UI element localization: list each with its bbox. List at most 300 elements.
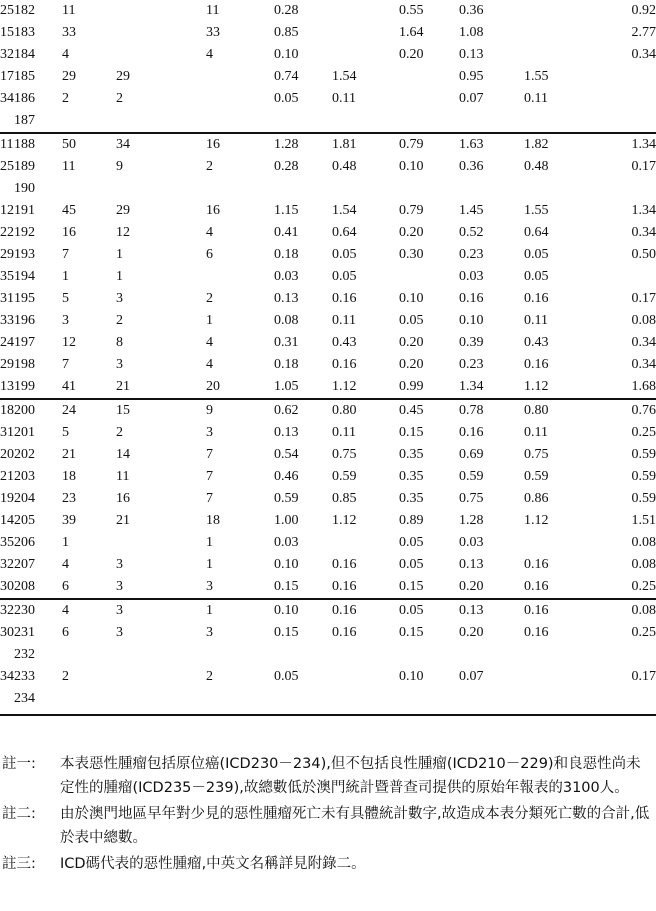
cell-adj-rate-male: 0.16 bbox=[524, 579, 549, 594]
cell-adj-rate-male bbox=[524, 44, 594, 66]
cell-adj-rate-total: 1.08 bbox=[459, 25, 484, 40]
table-row bbox=[0, 200, 656, 222]
cell-rate-male: 0.16 bbox=[332, 557, 357, 572]
cell-icd-code: 191 bbox=[14, 203, 35, 218]
cell-rank: 31 bbox=[0, 291, 14, 306]
cell-adj-rate-total: 0.95 bbox=[459, 69, 484, 84]
table-row bbox=[0, 622, 656, 644]
cell-deaths-total: 41 bbox=[62, 379, 76, 394]
cell-rate-male: 1.54 bbox=[332, 69, 357, 84]
cell-deaths-male: 14 bbox=[116, 447, 130, 462]
cell-adj-rate-female: 0.59 bbox=[631, 447, 656, 462]
table-row bbox=[0, 88, 656, 110]
cell-icd-code: 204 bbox=[14, 491, 35, 506]
cell-icd-code: 233 bbox=[14, 669, 35, 684]
cell-deaths-female bbox=[206, 110, 274, 133]
cell-rank: 34 bbox=[0, 669, 14, 684]
cell-adj-rate-female: 0.59 bbox=[631, 491, 656, 506]
table-row bbox=[0, 222, 656, 244]
cell-deaths-total: 2 bbox=[62, 669, 69, 684]
cell-rate-male bbox=[332, 532, 399, 554]
table-bottom-rule bbox=[0, 714, 656, 716]
cell-deaths-total: 5 bbox=[62, 425, 69, 440]
cell-rate-male bbox=[332, 0, 399, 22]
table-row bbox=[0, 488, 656, 510]
cell-adj-rate-female: 1.68 bbox=[631, 379, 656, 394]
cell-adj-rate-female: 1.51 bbox=[631, 513, 656, 528]
table-row bbox=[0, 666, 656, 688]
cell-deaths-male bbox=[116, 44, 206, 66]
cell-rate-male: 1.81 bbox=[332, 133, 399, 156]
cell-rate-male: 0.11 bbox=[332, 313, 356, 328]
cell-deaths-male: 2 bbox=[116, 91, 123, 106]
cell-deaths-female: 33 bbox=[206, 25, 220, 40]
cell-deaths-total bbox=[62, 644, 116, 666]
footnote-3-label: 註三: bbox=[2, 856, 36, 872]
cell-deaths-male: 21 bbox=[116, 513, 130, 528]
cell-rank: 25 bbox=[0, 159, 14, 174]
cell-deaths-total: 4 bbox=[62, 557, 69, 572]
cell-rank: 35 bbox=[0, 535, 14, 550]
cell-rate-female bbox=[399, 644, 459, 666]
cell-rate-male: 0.43 bbox=[332, 335, 357, 350]
cell-deaths-male: 3 bbox=[116, 579, 123, 594]
cell-deaths-total: 21 bbox=[62, 447, 76, 462]
cell-adj-rate-female: 0.34 bbox=[631, 357, 656, 372]
cell-deaths-male: 16 bbox=[116, 491, 130, 506]
cell-rank: 22 bbox=[0, 225, 14, 240]
cell-deaths-total: 3 bbox=[62, 313, 69, 328]
cell-rate-total: 0.54 bbox=[274, 447, 299, 462]
cell-deaths-female: 1 bbox=[206, 557, 213, 572]
cell-rate-total: 0.10 bbox=[274, 47, 299, 62]
cell-icd-code: 185 bbox=[14, 69, 35, 84]
cell-deaths-female bbox=[206, 644, 274, 666]
cell-rate-total: 0.13 bbox=[274, 291, 299, 306]
table-row bbox=[0, 576, 656, 599]
cell-rank: 12 bbox=[0, 203, 14, 218]
cell-deaths-female: 7 bbox=[206, 491, 213, 506]
cell-rate-female bbox=[399, 88, 459, 110]
cell-icd-code: 194 bbox=[14, 269, 35, 284]
cell-adj-rate-female: 0.59 bbox=[631, 469, 656, 484]
cell-deaths-male bbox=[116, 22, 206, 44]
footnote-1 bbox=[2, 752, 652, 800]
cell-icd-code: 187 bbox=[14, 113, 35, 128]
cell-adj-rate-male: 0.16 bbox=[524, 357, 549, 372]
cell-adj-rate-total: 0.16 bbox=[459, 425, 484, 440]
cell-rate-female: 0.10 bbox=[399, 669, 424, 684]
cell-adj-rate-female: 0.34 bbox=[631, 225, 656, 240]
cell-rank: 13 bbox=[0, 379, 14, 394]
cell-adj-rate-female: 0.08 bbox=[631, 313, 656, 328]
cell-rate-total: 0.28 bbox=[274, 3, 299, 18]
cell-deaths-total: 6 bbox=[62, 625, 69, 640]
cell-adj-rate-female bbox=[594, 644, 656, 666]
cell-icd-code: 198 bbox=[14, 357, 35, 372]
cell-rank: 21 bbox=[0, 469, 14, 484]
cell-rate-total: 0.05 bbox=[274, 669, 299, 684]
cell-adj-rate-total: 0.10 bbox=[459, 313, 484, 328]
cell-deaths-female: 4 bbox=[206, 357, 213, 372]
cell-rank: 30 bbox=[0, 579, 14, 594]
cell-icd-code: 207 bbox=[14, 557, 35, 572]
cell-deaths-male bbox=[116, 666, 206, 688]
cell-adj-rate-male bbox=[524, 22, 594, 44]
cell-rate-female: 0.99 bbox=[399, 379, 424, 394]
cell-rank: 29 bbox=[0, 247, 14, 262]
cell-rank: 35 bbox=[0, 269, 14, 284]
cell-rate-total: 0.18 bbox=[274, 247, 299, 262]
cell-icd-code: 231 bbox=[14, 625, 35, 640]
cell-adj-rate-total: 0.20 bbox=[459, 579, 484, 594]
cell-rank bbox=[0, 644, 14, 666]
cell-adj-rate-male: 0.48 bbox=[524, 159, 549, 174]
cell-icd-code: 192 bbox=[14, 225, 35, 240]
cell-adj-rate-male: 0.16 bbox=[524, 557, 549, 572]
cell-adj-rate-female: 0.34 bbox=[631, 47, 656, 62]
table-row bbox=[0, 22, 656, 44]
cell-adj-rate-female bbox=[594, 178, 656, 200]
cell-rank: 14 bbox=[0, 513, 14, 528]
cell-rate-female: 0.35 bbox=[399, 491, 424, 506]
cell-rate-female bbox=[399, 688, 459, 710]
cell-rank: 32 bbox=[0, 599, 14, 622]
cell-rate-male: 0.11 bbox=[332, 425, 356, 440]
cell-adj-rate-male: 1.12 bbox=[524, 379, 549, 394]
cell-icd-code: 196 bbox=[14, 313, 35, 328]
cell-adj-rate-female: 0.25 bbox=[631, 625, 656, 640]
cell-adj-rate-male bbox=[524, 688, 594, 710]
cell-adj-rate-male: 0.75 bbox=[524, 447, 549, 462]
cell-rate-total: 0.03 bbox=[274, 535, 299, 550]
cell-icd-code: 202 bbox=[14, 447, 35, 462]
cell-rate-male: 1.12 bbox=[332, 379, 357, 394]
footnote-1-text: 本表惡性腫瘤包括原位癌(ICD230－234),但不包括良性腫瘤(ICD210－229)和良惡性尚未定性的腫瘤(ICD235－239),故總數低於澳門統計暨普查司提供的原始年報表的3100人。 bbox=[60, 756, 641, 796]
cell-rate-total: 0.74 bbox=[274, 69, 299, 84]
cell-deaths-male: 3 bbox=[116, 357, 123, 372]
table-row bbox=[0, 444, 656, 466]
cell-rate-total: 1.28 bbox=[274, 133, 332, 156]
cell-adj-rate-male: 0.59 bbox=[524, 469, 549, 484]
cell-deaths-male: 1 bbox=[116, 269, 123, 284]
cell-deaths-total: 11 bbox=[62, 159, 76, 174]
cell-rate-male bbox=[332, 44, 399, 66]
table-row bbox=[0, 510, 656, 532]
footnote-3 bbox=[2, 852, 652, 876]
cell-deaths-total: 16 bbox=[62, 225, 76, 240]
cell-deaths-male: 21 bbox=[116, 379, 130, 394]
cell-rate-total: 0.62 bbox=[274, 399, 332, 422]
cell-adj-rate-male: 1.82 bbox=[524, 133, 594, 156]
cell-rate-female: 0.05 bbox=[399, 557, 424, 572]
cell-rate-female: 0.20 bbox=[399, 225, 424, 240]
cell-adj-rate-female: 0.08 bbox=[594, 599, 656, 622]
cell-rate-female: 0.20 bbox=[399, 47, 424, 62]
cell-rate-female bbox=[399, 178, 459, 200]
cell-rate-female: 0.30 bbox=[399, 247, 424, 262]
cell-deaths-female bbox=[206, 178, 274, 200]
cell-adj-rate-total: 1.28 bbox=[459, 513, 484, 528]
cell-adj-rate-female bbox=[594, 266, 656, 288]
cell-rate-female: 0.20 bbox=[399, 357, 424, 372]
cell-rate-female: 0.15 bbox=[399, 425, 424, 440]
cell-adj-rate-male bbox=[524, 666, 594, 688]
cell-rate-total: 0.15 bbox=[274, 625, 299, 640]
cell-rate-female: 0.20 bbox=[399, 335, 424, 350]
cell-adj-rate-female: 0.50 bbox=[631, 247, 656, 262]
cell-adj-rate-total: 0.39 bbox=[459, 335, 484, 350]
cell-rate-total: 0.05 bbox=[274, 91, 299, 106]
cell-adj-rate-total: 0.13 bbox=[459, 47, 484, 62]
cell-deaths-male: 3 bbox=[116, 557, 123, 572]
cell-deaths-total: 4 bbox=[62, 47, 69, 62]
cell-adj-rate-total: 0.13 bbox=[459, 599, 524, 622]
cell-adj-rate-female: 0.17 bbox=[631, 291, 656, 306]
cell-icd-code: 199 bbox=[14, 379, 35, 394]
cell-rate-male bbox=[332, 178, 399, 200]
cell-deaths-total: 4 bbox=[62, 599, 116, 622]
cell-deaths-total: 24 bbox=[62, 399, 116, 422]
cell-rank: 33 bbox=[0, 313, 14, 328]
cell-deaths-female bbox=[206, 688, 274, 710]
cell-deaths-male: 3 bbox=[116, 625, 123, 640]
cell-rank: 11 bbox=[0, 133, 14, 156]
table-row bbox=[0, 532, 656, 554]
cell-rank: 15 bbox=[0, 25, 14, 40]
cell-adj-rate-male bbox=[524, 178, 594, 200]
cell-adj-rate-female: 0.08 bbox=[631, 557, 656, 572]
table-row bbox=[0, 599, 656, 622]
table-row bbox=[0, 332, 656, 354]
cell-rate-total: 0.18 bbox=[274, 357, 299, 372]
cell-rate-total: 0.08 bbox=[274, 313, 299, 328]
cell-deaths-male: 9 bbox=[116, 159, 123, 174]
cell-adj-rate-male: 0.43 bbox=[524, 335, 549, 350]
cell-adj-rate-female: 0.17 bbox=[631, 669, 656, 684]
cell-adj-rate-female bbox=[594, 66, 656, 88]
table-row bbox=[0, 244, 656, 266]
cell-rate-female: 0.10 bbox=[399, 159, 424, 174]
cell-rate-female: 0.45 bbox=[399, 399, 459, 422]
cell-adj-rate-female bbox=[594, 110, 656, 133]
cell-rate-female: 0.79 bbox=[399, 133, 459, 156]
cell-icd-code: 183 bbox=[14, 25, 35, 40]
cell-rate-total bbox=[274, 178, 332, 200]
cell-deaths-female: 3 bbox=[206, 579, 213, 594]
cell-adj-rate-total bbox=[459, 178, 524, 200]
cell-icd-code: 188 bbox=[14, 133, 62, 156]
cell-icd-code: 193 bbox=[14, 247, 35, 262]
cell-rate-total: 1.00 bbox=[274, 513, 299, 528]
cell-rate-female bbox=[399, 266, 459, 288]
cell-rate-male: 1.12 bbox=[332, 513, 357, 528]
cell-rank: 30 bbox=[0, 625, 14, 640]
cell-deaths-total: 23 bbox=[62, 491, 76, 506]
cell-icd-code: 190 bbox=[14, 181, 35, 196]
cell-deaths-female: 9 bbox=[206, 399, 274, 422]
cell-rate-female: 0.10 bbox=[399, 291, 424, 306]
cell-deaths-total: 12 bbox=[62, 335, 76, 350]
cell-rate-male bbox=[332, 644, 399, 666]
cell-adj-rate-total: 0.20 bbox=[459, 625, 484, 640]
cell-adj-rate-total bbox=[459, 110, 524, 133]
footnote-1-label: 註一: bbox=[2, 756, 36, 772]
cell-adj-rate-total: 0.07 bbox=[459, 91, 484, 106]
cell-deaths-female: 3 bbox=[206, 425, 213, 440]
cell-deaths-male: 15 bbox=[116, 399, 206, 422]
cell-adj-rate-total: 0.03 bbox=[459, 269, 484, 284]
cell-adj-rate-male: 0.86 bbox=[524, 491, 549, 506]
cell-adj-rate-male: 1.55 bbox=[524, 203, 549, 218]
cell-adj-rate-female: 0.17 bbox=[631, 159, 656, 174]
cell-rate-male: 0.48 bbox=[332, 159, 357, 174]
cell-deaths-female: 6 bbox=[206, 247, 213, 262]
cell-rate-male: 0.16 bbox=[332, 579, 357, 594]
cell-rank bbox=[0, 688, 14, 710]
cell-deaths-male: 2 bbox=[116, 425, 123, 440]
cell-adj-rate-total: 0.16 bbox=[459, 291, 484, 306]
cell-deaths-male bbox=[116, 644, 206, 666]
footnotes bbox=[2, 752, 652, 878]
table-row bbox=[0, 178, 656, 200]
cell-icd-code: 206 bbox=[14, 535, 35, 550]
cell-adj-rate-male: 0.64 bbox=[524, 225, 549, 240]
cell-rate-male: 0.16 bbox=[332, 599, 399, 622]
cell-deaths-total: 7 bbox=[62, 247, 69, 262]
cell-adj-rate-total bbox=[459, 688, 524, 710]
cell-rate-total: 0.85 bbox=[274, 25, 299, 40]
cell-rank bbox=[0, 110, 14, 133]
table-row bbox=[0, 110, 656, 133]
table-row bbox=[0, 422, 656, 444]
cell-rank: 20 bbox=[0, 447, 14, 462]
cell-icd-code: 208 bbox=[14, 579, 35, 594]
cell-rate-female: 1.64 bbox=[399, 25, 424, 40]
cell-deaths-total: 11 bbox=[62, 3, 76, 18]
cell-adj-rate-total: 0.23 bbox=[459, 247, 484, 262]
cell-icd-code: 182 bbox=[14, 3, 35, 18]
cell-deaths-total: 6 bbox=[62, 579, 69, 594]
cell-rate-male bbox=[332, 666, 399, 688]
cell-adj-rate-male bbox=[524, 532, 594, 554]
cell-adj-rate-total bbox=[459, 644, 524, 666]
cell-adj-rate-total: 0.75 bbox=[459, 491, 484, 506]
cell-deaths-female: 1 bbox=[206, 535, 213, 550]
cell-icd-code: 201 bbox=[14, 425, 35, 440]
cell-rate-total: 0.31 bbox=[274, 335, 299, 350]
cell-rate-male: 0.64 bbox=[332, 225, 357, 240]
cell-rank: 31 bbox=[0, 425, 14, 440]
cell-icd-code: 189 bbox=[14, 159, 35, 174]
cell-adj-rate-total: 0.36 bbox=[459, 159, 484, 174]
cell-rate-female: 0.15 bbox=[399, 625, 424, 640]
footnote-2-label: 註二: bbox=[2, 806, 36, 822]
cell-adj-rate-male bbox=[524, 0, 594, 22]
cell-deaths-female: 2 bbox=[206, 669, 213, 684]
cell-deaths-male: 29 bbox=[116, 203, 130, 218]
cell-deaths-total: 39 bbox=[62, 513, 76, 528]
cell-deaths-total bbox=[62, 688, 116, 710]
cell-deaths-male: 29 bbox=[116, 69, 130, 84]
cell-adj-rate-female: 0.08 bbox=[631, 535, 656, 550]
cell-deaths-male bbox=[116, 532, 206, 554]
cell-rate-female: 0.35 bbox=[399, 447, 424, 462]
cell-rate-total: 0.15 bbox=[274, 579, 299, 594]
cell-adj-rate-female: 2.77 bbox=[631, 25, 656, 40]
cell-deaths-total: 5 bbox=[62, 291, 69, 306]
cell-deaths-total bbox=[62, 110, 116, 133]
cell-rate-female: 0.05 bbox=[399, 599, 459, 622]
cell-icd-code: 230 bbox=[14, 599, 62, 622]
cell-adj-rate-total: 1.45 bbox=[459, 203, 484, 218]
cell-rate-male: 1.54 bbox=[332, 203, 357, 218]
cell-icd-code: 232 bbox=[14, 647, 35, 662]
cell-deaths-total: 18 bbox=[62, 469, 76, 484]
cell-adj-rate-female: 0.92 bbox=[631, 3, 656, 18]
cell-rank: 17 bbox=[0, 69, 14, 84]
cell-icd-code: 186 bbox=[14, 91, 35, 106]
cell-deaths-male bbox=[116, 178, 206, 200]
cell-adj-rate-male: 1.12 bbox=[524, 513, 549, 528]
cell-rate-male: 0.16 bbox=[332, 625, 357, 640]
cell-adj-rate-male: 0.05 bbox=[524, 247, 549, 262]
cell-rate-total: 1.05 bbox=[274, 379, 299, 394]
table-row bbox=[0, 554, 656, 576]
cell-adj-rate-male: 0.16 bbox=[524, 599, 594, 622]
table-row bbox=[0, 266, 656, 288]
cell-adj-rate-male: 0.05 bbox=[524, 269, 549, 284]
cell-deaths-female bbox=[206, 66, 274, 88]
cell-rate-total: 0.41 bbox=[274, 225, 299, 240]
cell-adj-rate-female: 0.76 bbox=[594, 399, 656, 422]
cell-deaths-total: 2 bbox=[62, 91, 69, 106]
cell-rate-female: 0.89 bbox=[399, 513, 424, 528]
table-row bbox=[0, 399, 656, 422]
cell-rate-total: 1.15 bbox=[274, 203, 299, 218]
cell-deaths-female: 1 bbox=[206, 313, 213, 328]
table-row bbox=[0, 376, 656, 399]
cell-rate-total: 0.03 bbox=[274, 269, 299, 284]
cell-deaths-male: 34 bbox=[116, 133, 206, 156]
cell-icd-code: 200 bbox=[14, 399, 62, 422]
cell-deaths-female bbox=[206, 88, 274, 110]
cell-deaths-total: 29 bbox=[62, 69, 76, 84]
cell-adj-rate-male: 0.11 bbox=[524, 313, 548, 328]
cell-adj-rate-total: 0.07 bbox=[459, 669, 484, 684]
cell-rate-male: 0.80 bbox=[332, 399, 399, 422]
cell-rate-total: 0.10 bbox=[274, 599, 332, 622]
cell-rate-female: 0.15 bbox=[399, 579, 424, 594]
cell-deaths-male bbox=[116, 110, 206, 133]
cell-icd-code: 184 bbox=[14, 47, 35, 62]
cell-adj-rate-total: 1.63 bbox=[459, 133, 524, 156]
cell-deaths-total: 1 bbox=[62, 535, 69, 550]
cell-adj-rate-male: 0.11 bbox=[524, 91, 548, 106]
cell-deaths-total: 45 bbox=[62, 203, 76, 218]
cell-adj-rate-female bbox=[594, 88, 656, 110]
cell-deaths-total: 7 bbox=[62, 357, 69, 372]
cell-adj-rate-total: 0.78 bbox=[459, 399, 524, 422]
table-row bbox=[0, 310, 656, 332]
table-row bbox=[0, 688, 656, 710]
table-row bbox=[0, 288, 656, 310]
cell-adj-rate-total: 0.36 bbox=[459, 3, 484, 18]
table-row bbox=[0, 133, 656, 156]
cell-rate-male bbox=[332, 110, 399, 133]
cell-rate-male bbox=[332, 22, 399, 44]
cell-adj-rate-male: 0.16 bbox=[524, 625, 549, 640]
